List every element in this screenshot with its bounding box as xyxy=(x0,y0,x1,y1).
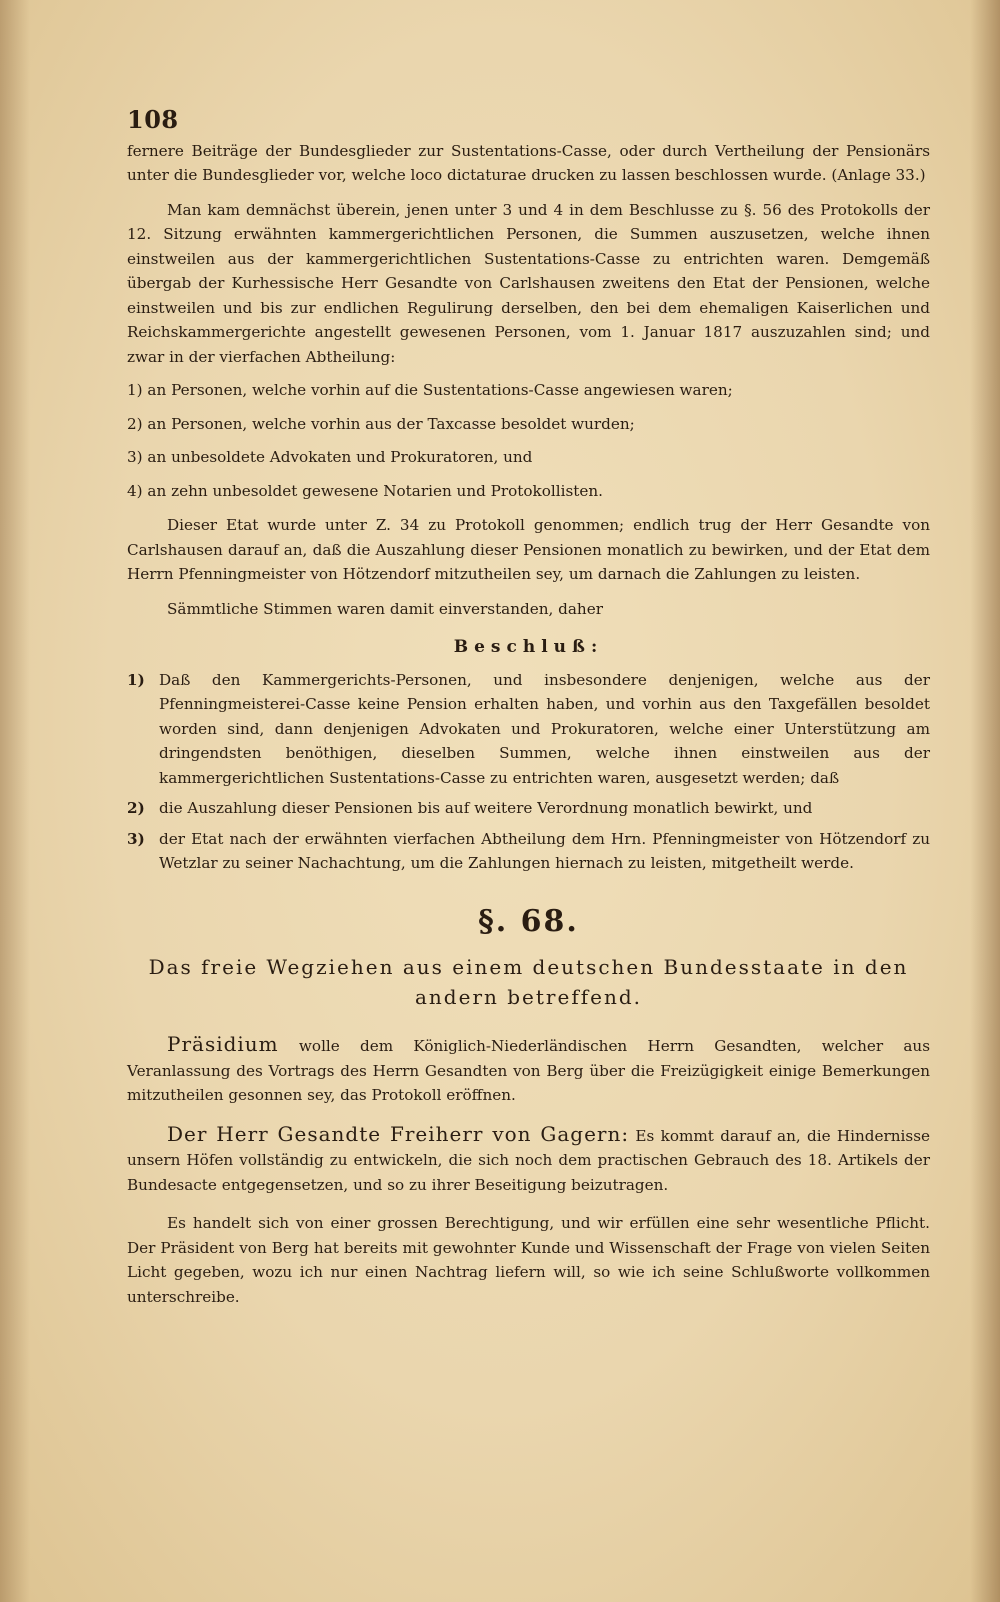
list-item-3: 3) an unbesoldete Advokaten und Prokuratoren, und xyxy=(127,448,533,466)
speaker-gagern: Der Herr Gesandte Freiherr von Gagern: xyxy=(167,1121,630,1146)
paragraph-5-text: wolle dem Königlich-Niederländischen Herrn Gesandten, welcher aus Veranlassung des Vortrags des Herrn Gesandten von Berg über die Freizügigkeit einige Bemerkungen mitzutheilen gesonnen sey, das Protokoll eröffnen. xyxy=(127,1037,930,1104)
page-body xyxy=(127,105,930,1309)
paragraph-6-text: Es kommt darauf an, die Hindernisse unsern Höfen vollständig zu entwickeln, die sich noch dem practischen Gebrauch des 18. Artikels der Bundesacte entgegensetzen, und so zu ihrer Beseitigung beizutragen. xyxy=(127,1126,930,1194)
page-edge-shadow-right xyxy=(970,0,1000,1602)
page-edge-shadow-left xyxy=(0,0,30,1602)
decision-item-2 xyxy=(127,796,930,821)
decision-number: 3) xyxy=(127,829,145,848)
decision-number: 2) xyxy=(127,799,145,817)
decision-item-3 xyxy=(127,827,930,876)
section-number: §. 68. xyxy=(478,903,579,939)
decision-number: 1) xyxy=(127,670,145,689)
decision-text: die Auszahlung dieser Pensionen bis auf weitere Verordnung monatlich bewirkt, und xyxy=(159,799,813,817)
decision-text: Daß den Kammergerichts-Personen, und insbesondere denjenigen, welche aus der Pfenningmeisterei-Casse keine Pension erhalten haben, und vorhin aus den Taxgefällen besoldet worden sind, dann denjenigen Advokaten und Prokuratoren, welche einer Unterstützung am dringendsten benöthigen, dieselben Summen, welche ihnen einstweilen aus der kammergerichtlichen Sustentations-Casse zu entrichten waren, ausgesetzt werden; daß xyxy=(159,670,930,787)
page-number: 108 xyxy=(127,105,179,134)
paragraph-1: fernere Beiträge der Bundesglieder zur Sustentations-Casse, oder durch Vertheilung der Pensionärs unter die Bundesglieder vor, welche loco dictaturae drucken zu lassen beschlossen wurde. (Anlage 33.) xyxy=(127,141,930,184)
section-title: Das freie Wegziehen aus einem deutschen Bundesstaate in den andern betreffend. xyxy=(148,955,909,1009)
list-item-2: 2) an Personen, welche vorhin aus der Taxcasse besoldet wurden; xyxy=(127,414,635,433)
decision-item-1 xyxy=(127,668,930,791)
decision-heading: Beschluß: xyxy=(453,637,604,657)
paragraph-4: Sämmtliche Stimmen waren damit einverstanden, daher xyxy=(167,599,603,618)
list-item-1: 1) an Personen, welche vorhin auf die Sustentations-Casse angewiesen waren; xyxy=(127,381,733,399)
list-item-4: 4) an zehn unbesoldet gewesene Notarien und Protokollisten. xyxy=(127,481,603,500)
decision-text: der Etat nach der erwähnten vierfachen Abtheilung dem Hrn. Pfenningmeister von Hötzendorf zu Wetzlar zu seiner Nachachtung, um die Zahlungen hiernach zu leisten, mitgetheilt werde. xyxy=(159,829,930,872)
speaker-presidium: Präsidium xyxy=(167,1032,279,1056)
paragraph-7: Es handelt sich von einer grossen Berechtigung, und wir erfüllen eine sehr wesentliche Pflicht. Der Präsident von Berg hat bereits mit gewohnter Kunde und Wissenschaft der Frage von vielen Seiten Licht gegeben, wozu ich nur einen Nachtrag liefern will, so wie ich seine Schlußworte vollkommen unterschreibe. xyxy=(127,1214,930,1306)
paragraph-3: Dieser Etat wurde unter Z. 34 zu Protokoll genommen; endlich trug der Herr Gesandte von Carlshausen darauf an, daß die Auszahlung dieser Pensionen monatlich zu bewirken, und der Etat dem Herrn Pfenningmeister von Hötzendorf mitzutheilen sey, um darnach die Zahlungen zu leisten. xyxy=(127,516,930,583)
paragraph-6 xyxy=(127,1122,930,1198)
paragraph-5 xyxy=(127,1032,930,1108)
paragraph-2: Man kam demnächst überein, jenen unter 3 und 4 in dem Beschlusse zu §. 56 des Protokolls der 12. Sitzung erwähnten kammergerichtlichen Personen, die Summen auszusetzen, welche ihnen einstweilen aus der kammergerichtlichen Sustentations-Casse zu entrichten waren. Demgemäß übergab der Kurhessische Herr Gesandte von Carlshausen zweitens den Etat der Pensionen, welche einstweilen und bis zur endlichen Regulirung derselben, den bei dem ehemaligen Kaiserlichen und Reichskammergerichte angestellt gewesenen Personen, vom 1. Januar 1817 auszuzahlen sind; und zwar in der vierfachen Abtheilung: xyxy=(127,200,930,366)
